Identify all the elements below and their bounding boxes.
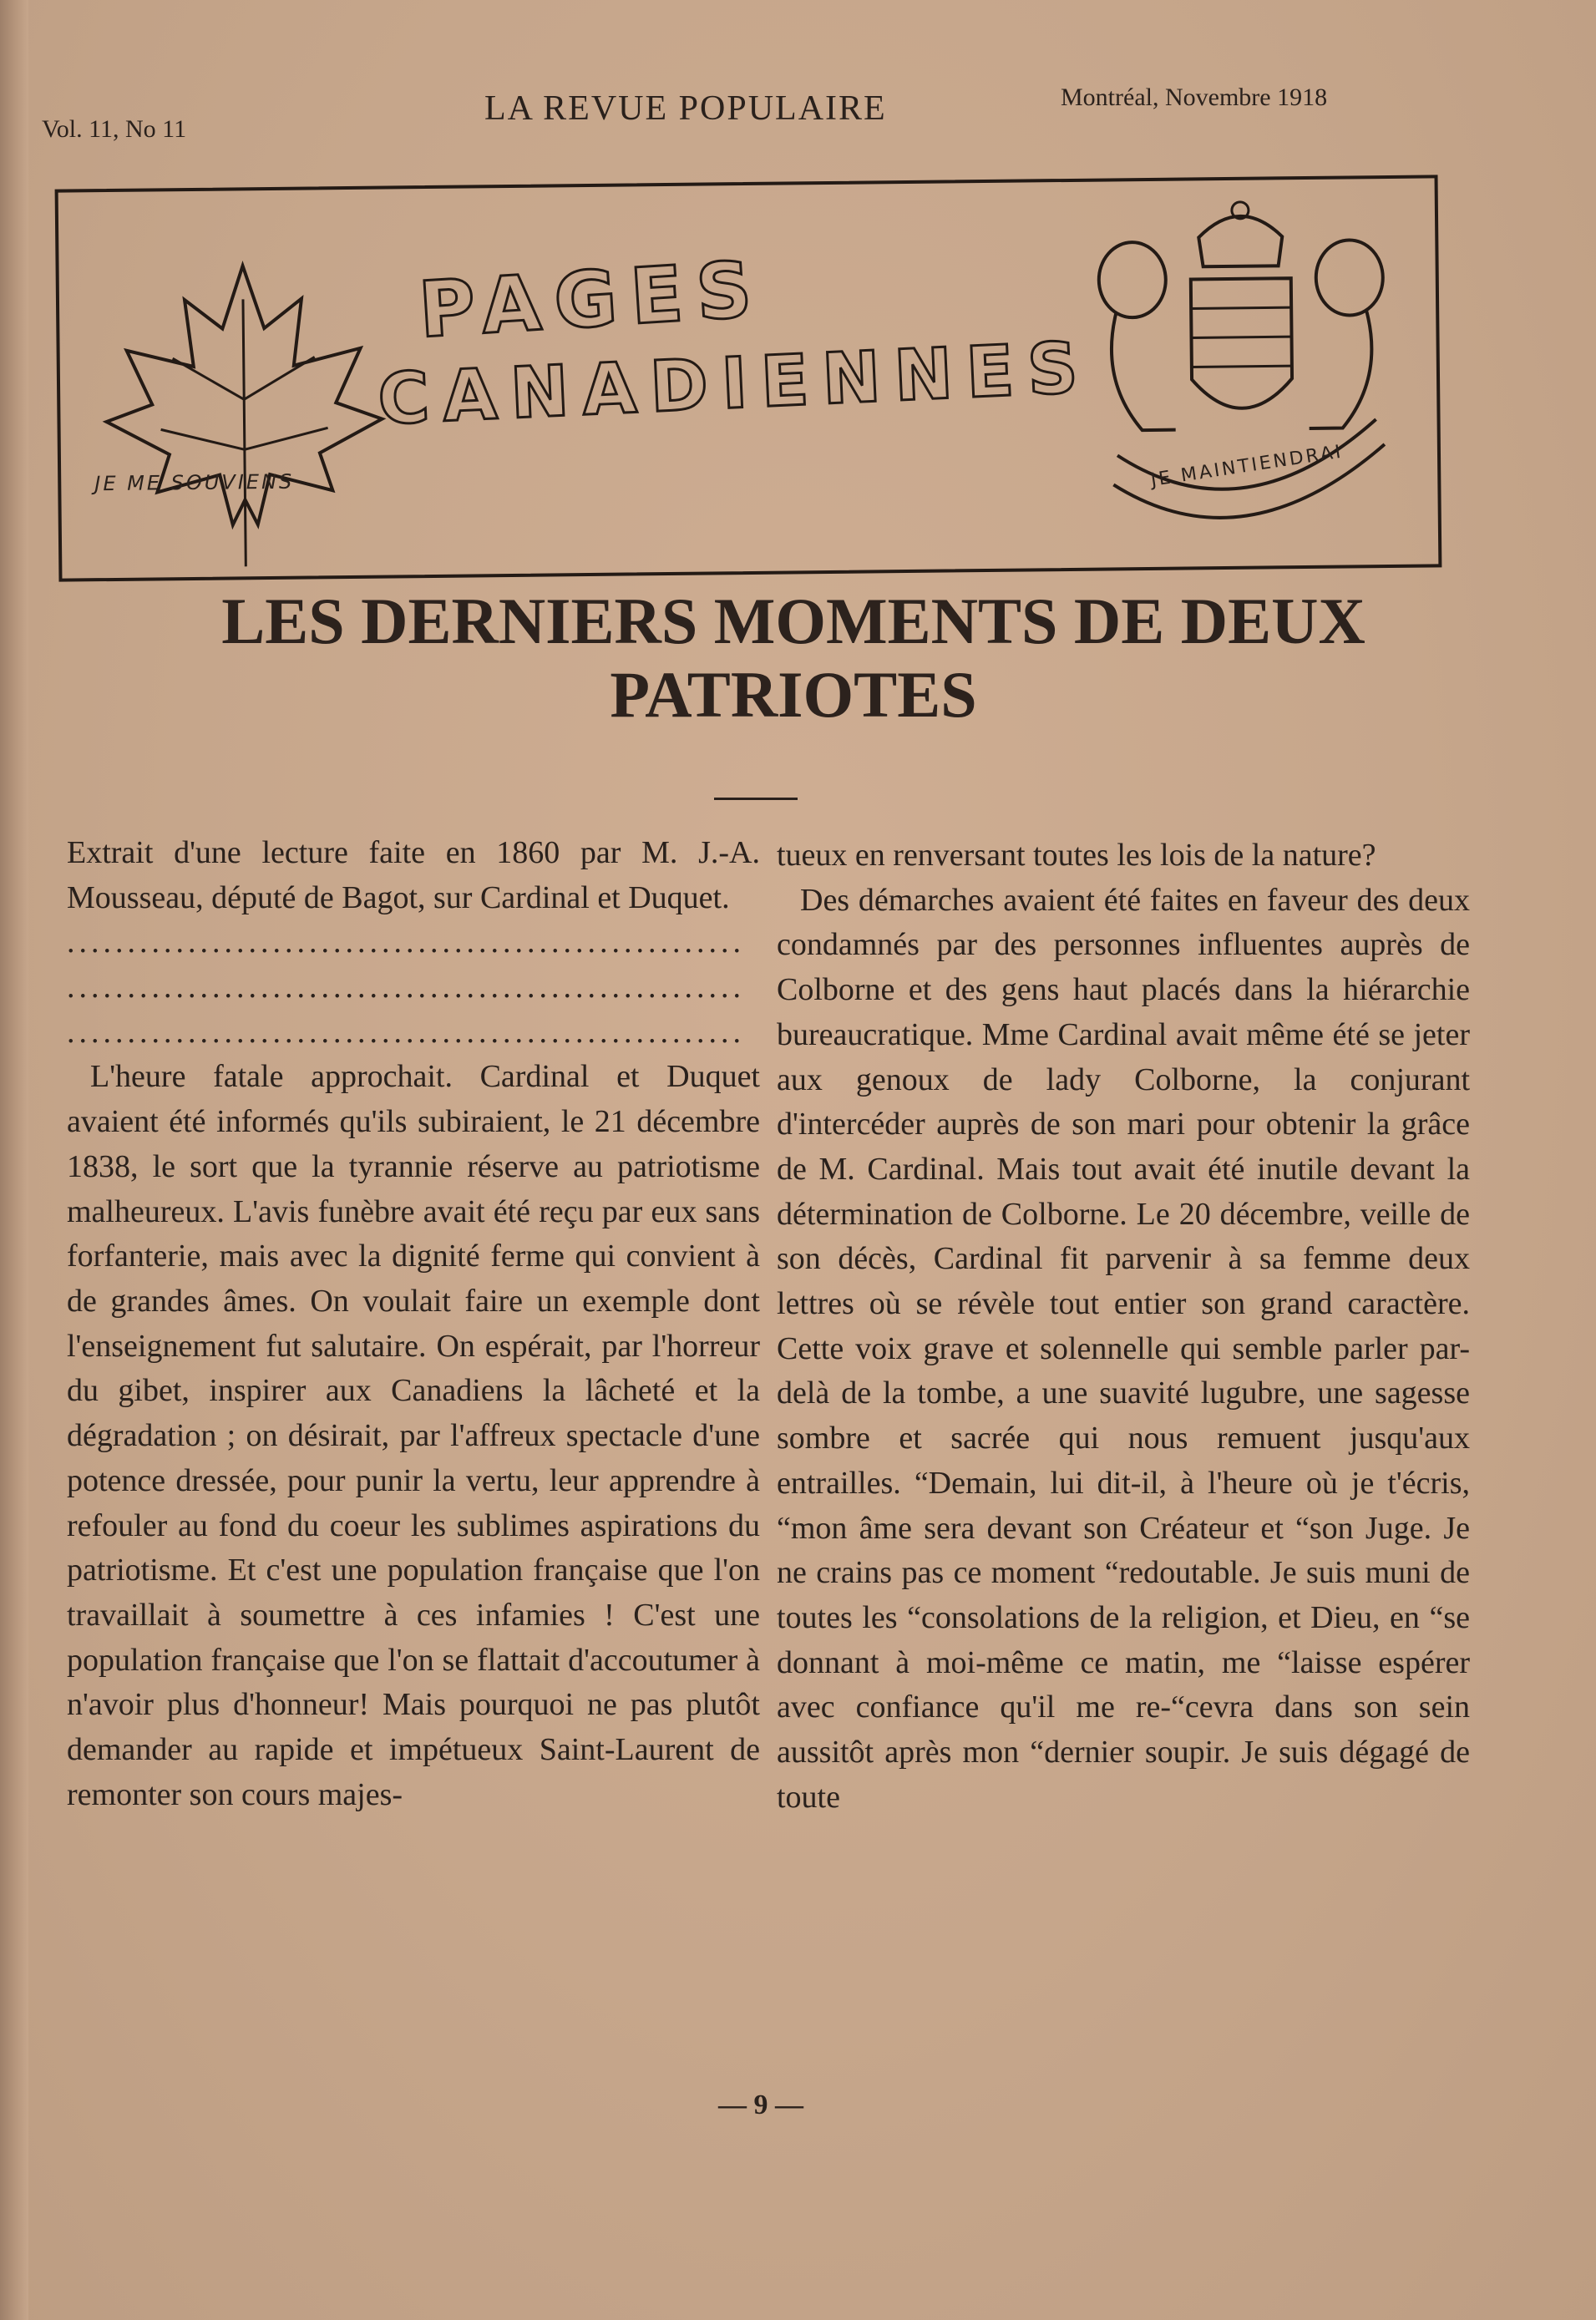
motto-je-maintiendrai: JE MAINTIENDRAI (1149, 441, 1345, 491)
running-header (42, 84, 1462, 142)
page-spine-shadow (0, 0, 28, 2320)
ellipsis-line: ........................................................ (67, 1014, 745, 1050)
ellipsis-line: ........................................................ (67, 970, 745, 1006)
section-banner (55, 175, 1442, 581)
article-paragraph: Des démarches avaient été faites en faveur des deux condamnés par des personnes influentes auprès de Colborne et des gens haut placés dans la hiérarchie bureaucratique. Mme Cardinal avait même été se jeter aux genoux de lady Colborne, la conjurant d'intercéder auprès de son mari pour obtenir la grâce de M. Cardinal. Mais tout avait été inutile devant la détermination de Colborne. Le 20 décembre, veille de son décès, Cardinal fit parvenir à sa femme deux lettres où se révèle tout entier son grand caractère. Cette voix grave et solennelle qui semble parler par-delà de la tombe, a une suavité lugubre, une sagesse sombre et sacrée qui nous remuent jusqu'aux entrailles. “Demain, lui dit-il, à l'heure où je t'écris, “mon âme sera devant son Créateur et “son Juge. Je ne crains pas ce moment “redoutable. Je suis muni de toutes les “consolations de la religion, et Dieu, en “se donnant à moi-même ce matin, me “laisse espérer avec confiance qu'il me re-“cevra dans son sein aussitôt après mon “dernier soupir. Je suis dégagé de toute (777, 882, 1470, 1815)
article-paragraph-continuation: tueux en renversant toutes les lois de la nature? (777, 838, 1376, 873)
maple-leaf-icon (92, 247, 396, 576)
volume-number: Vol. 11, No 11 (42, 115, 187, 143)
coat-of-arms-icon (1065, 185, 1420, 556)
banner-title-line1: PAGES (416, 244, 768, 356)
motto-je-me-souviens: JE ME SOUVIENS (94, 469, 295, 496)
page-number: — 9 — (718, 2090, 803, 2120)
ellipsis-line: ........................................................ (67, 924, 745, 960)
publication-date: Montréal, Novembre 1918 (1061, 84, 1328, 111)
article-title: LES DERNIERS MOMENTS DE DEUX PATRIOTES (221, 585, 1365, 731)
publication-name: LA REVUE POPULAIRE (484, 89, 887, 128)
banner-title (376, 240, 1129, 441)
banner-title-line2: CANADIENNES (376, 326, 1093, 441)
article-paragraph: L'heure fatale approchait. Cardinal et Duquet avaient été informés qu'ils subiraient, le 21 décembre 1838, le sort que la tyrannie réserve au patriotisme malheureux. L'avis funèbre avait été reçu par eux sans forfanterie, mais avec la dignité ferme qui convient à de grandes âmes. On voulait faire un exemple dont l'enseignement fut salutaire. On espérait, par l'horreur du gibet, inspirer aux Canadiens la lâcheté et la dégradation ; on désirait, par l'affreux spectacle d'une potence dressée, pour punir la vertu, leur apprendre à refouler au fond du coeur les sublimes aspirations du patriotisme. Et c'est une population française que l'on travaillait à soumettre à ces infamies ! C'est une population française que l'on se flattait d'accoutumer à n'avoir plus d'honneur! Mais pourquoi ne pas plutôt demander au rapide et impétueux Saint-Laurent de remonter son cours majes- (67, 1059, 760, 1812)
column-right (777, 833, 1470, 1820)
title-divider (714, 798, 798, 800)
column-left (67, 831, 760, 1817)
article-intro: Extrait d'une lecture faite en 1860 par M. J.-A. Mousseau, député de Bagot, sur Cardinal et Duquet. (67, 835, 760, 915)
